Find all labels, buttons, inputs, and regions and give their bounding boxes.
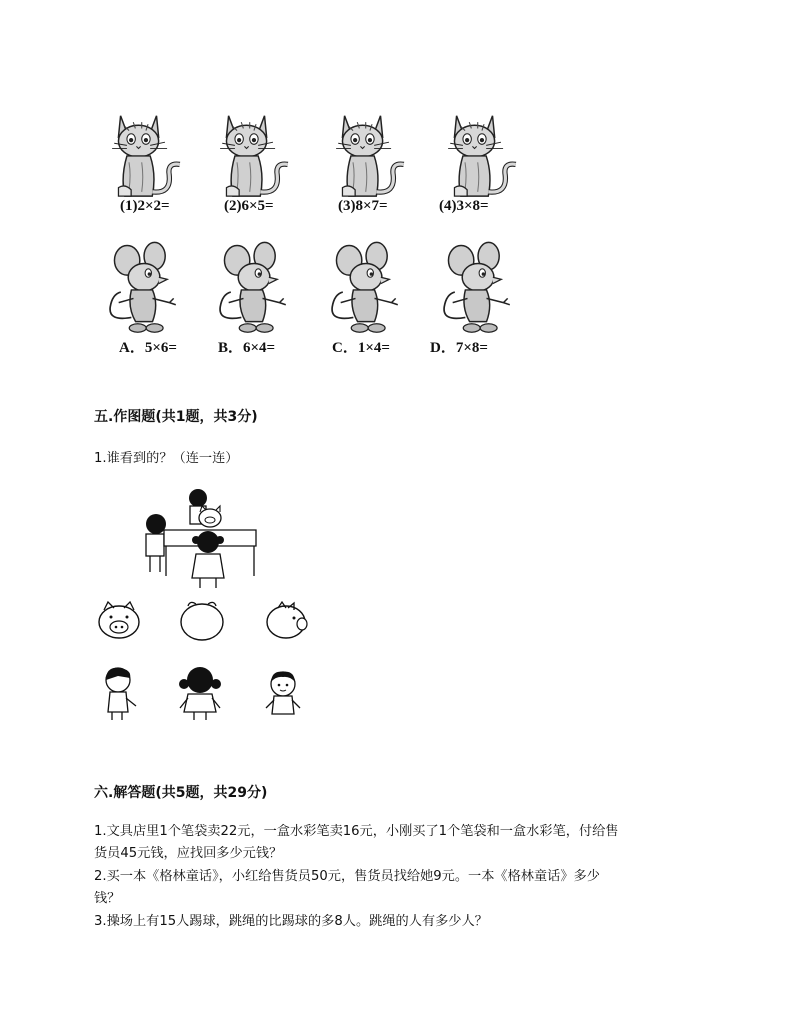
cat-equation-4: (4)3×8=: [439, 198, 489, 214]
pig-back-view-icon: [178, 598, 226, 642]
cat-illustration: [218, 108, 292, 206]
table-scene-illustration: [136, 486, 260, 590]
cat-equation-1: (1)2×2=: [120, 198, 170, 214]
section-6-question-2-line-2: 钱？: [94, 891, 121, 906]
section-6-title: 六.解答题(共5题，共29分): [94, 785, 268, 801]
section-6-question-1-line-2: 货员45元钱，应找回多少元钱？: [94, 846, 283, 861]
section-6-question-3: 3.操场上有15人踢球，跳绳的比踢球的多8人。跳绳的人有多少人？: [94, 914, 488, 929]
cat-equation-3: (3)8×7=: [338, 198, 388, 214]
section-6-question-2-line-1: 2.买一本《格林童话》，小红给售货员50元，售货员找给她9元。一本《格林童话》多少: [94, 869, 600, 884]
section-6-question-1-line-1: 1.文具店里1个笔袋卖22元，一盒水彩笔卖16元，小刚买了1个笔袋和一盒水彩笔，付给售: [94, 824, 619, 839]
mouse-equation-b: B．6×4=: [218, 340, 276, 356]
mouse-illustration: [440, 242, 514, 340]
pig-side-view-icon: [264, 600, 310, 640]
cat-illustration: [110, 108, 184, 206]
boy-front-view-icon: [262, 670, 304, 722]
cat-illustration: [334, 108, 408, 206]
mouse-equation-d: D．7×8=: [430, 340, 488, 356]
section-5-question-1: 1.谁看到的？（连一连）: [94, 451, 239, 466]
mouse-equation-c: C．1×4=: [332, 340, 390, 356]
cat-illustration: [446, 108, 520, 206]
mouse-illustration: [106, 242, 180, 340]
cat-equation-2: (2)6×5=: [224, 198, 274, 214]
girl-back-view-icon: [176, 664, 224, 722]
mouse-illustration: [216, 242, 290, 340]
mouse-illustration: [328, 242, 402, 340]
boy-side-view-icon: [100, 666, 140, 722]
mouse-equation-a: A．5×6=: [119, 340, 177, 356]
pig-front-view-icon: [96, 600, 142, 640]
section-5-title: 五.作图题(共1题，共3分): [94, 409, 258, 425]
